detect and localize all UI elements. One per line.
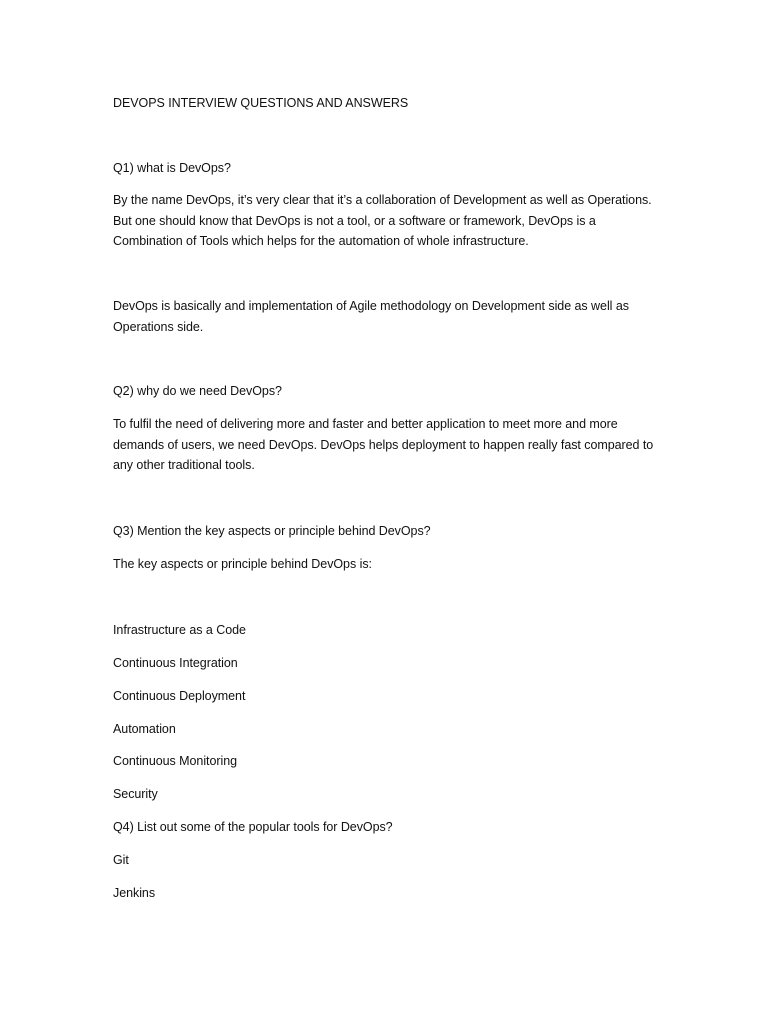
list-item: Continuous Deployment: [113, 689, 246, 703]
question-4: Q4) List out some of the popular tools for DevOps?: [113, 820, 393, 834]
list-item: Automation: [113, 722, 176, 736]
question-2: Q2) why do we need DevOps?: [113, 384, 282, 398]
answer-1-paragraph-1: By the name DevOps, it’s very clear that it’s a collaboration of Development as well as Operations. But one should know that DevOps is not a tool, or a software or framework, DevOps is a Combination of Tools which helps for the automation of whole infrastructure.: [113, 193, 652, 248]
list-item: Continuous Monitoring: [113, 754, 238, 768]
answer-1-paragraph-2: DevOps is basically and implementation of Agile methodology on Development side as well as Operations side.: [113, 299, 629, 334]
document-title: DEVOPS INTERVIEW QUESTIONS AND ANSWERS: [113, 96, 409, 110]
list-item: Security: [113, 787, 158, 801]
list-item: Git: [113, 853, 129, 867]
list-item: Continuous Integration: [113, 656, 238, 670]
answer-2: To fulfil the need of delivering more and faster and better application to meet more and more demands of users, we need DevOps. DevOps helps deployment to happen really fast compared to any other traditional tools.: [113, 417, 654, 472]
answer-3-intro: The key aspects or principle behind DevOps is:: [113, 557, 372, 571]
list-item: Jenkins: [113, 886, 156, 900]
question-3: Q3) Mention the key aspects or principle behind DevOps?: [113, 524, 431, 538]
list-item: Infrastructure as a Code: [113, 623, 246, 637]
question-1: Q1) what is DevOps?: [113, 161, 231, 175]
